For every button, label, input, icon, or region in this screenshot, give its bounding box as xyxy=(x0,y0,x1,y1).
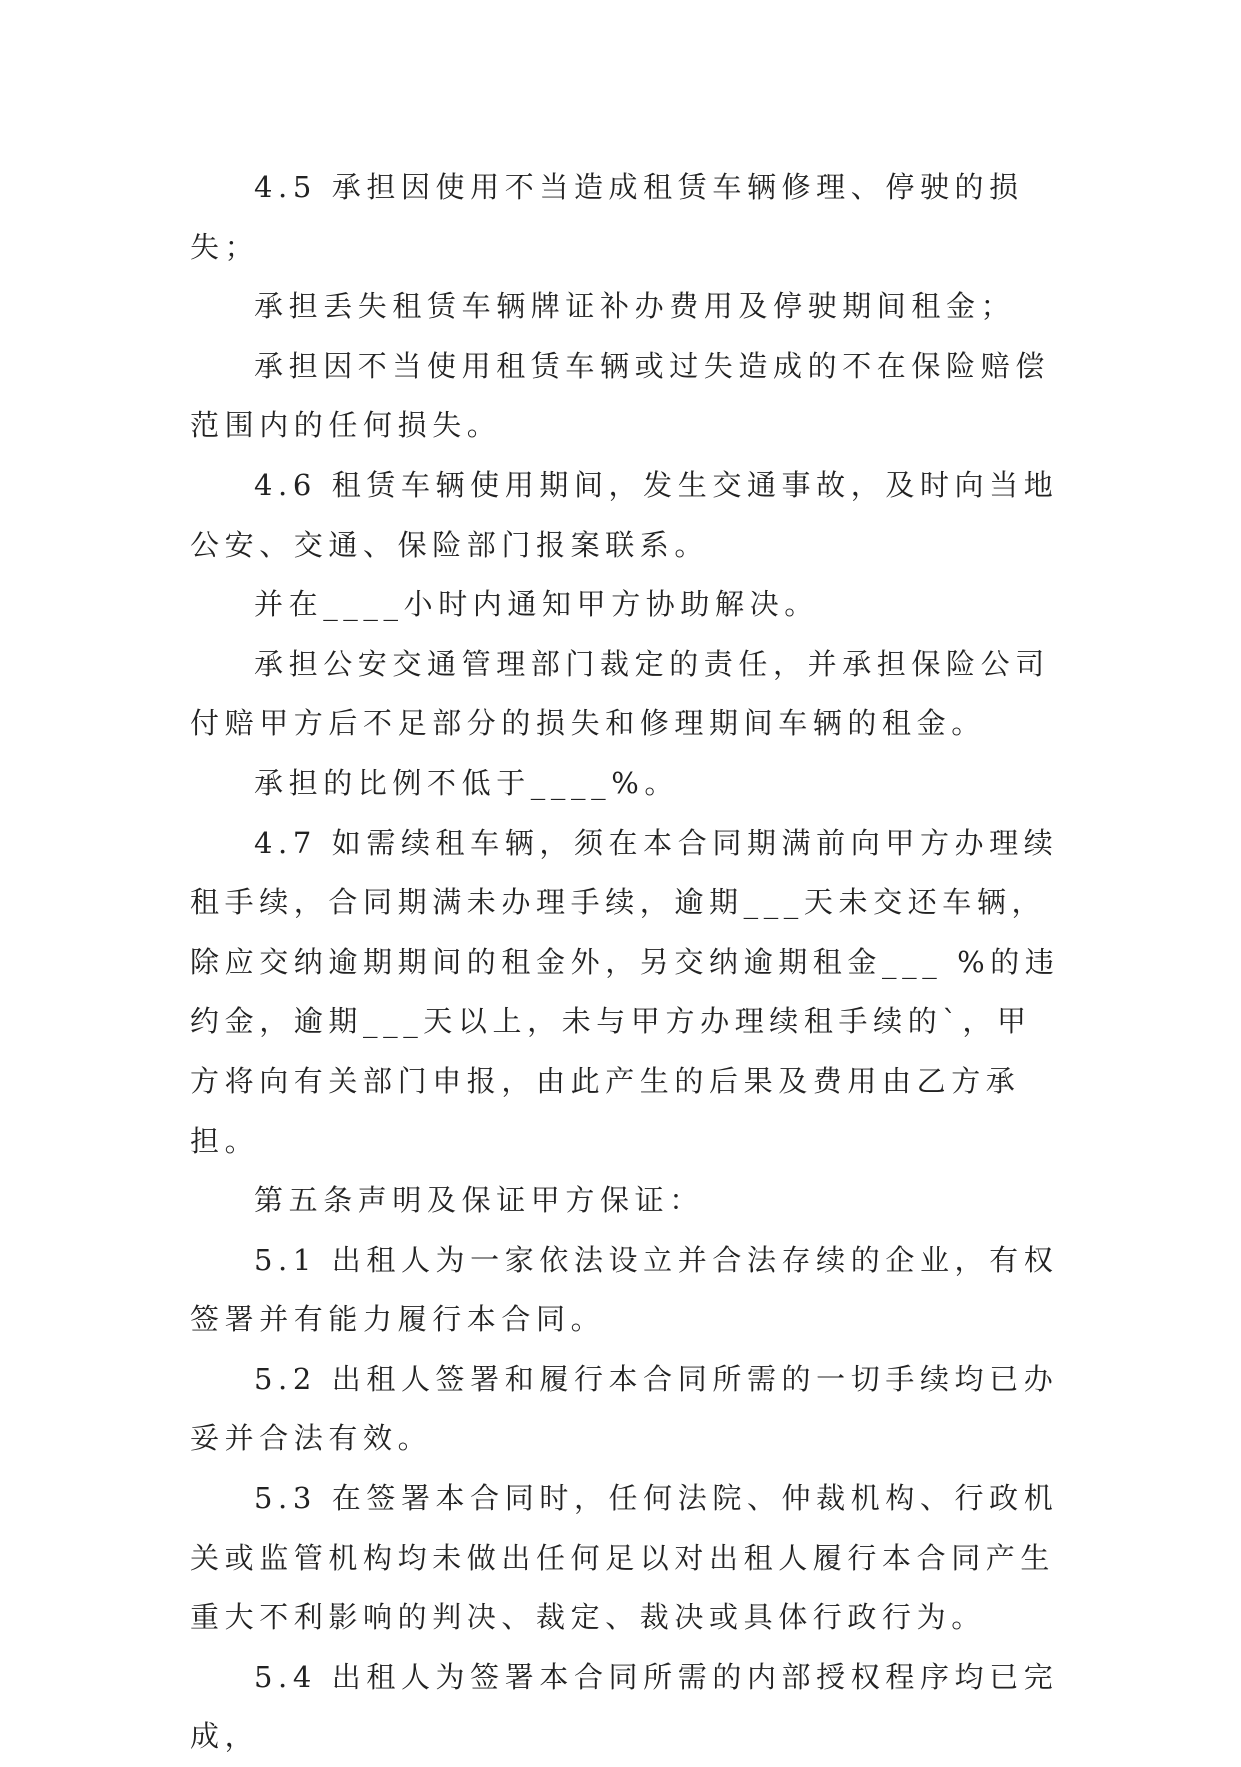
paragraph-4-7: 4.7 如需续租车辆，须在本合同期满前向甲方办理续租手续，合同期满未办理手续，逾期___天未交还车辆，除应交纳逾期期间的租金外，另交纳逾期租金___ %的违约金，逾期___天以上，未与甲方办理续租手续的`，甲方将向有关部门申报，由此产生的后果及费用由乙方承担。 xyxy=(190,825,1060,1158)
paragraph-plate-loss: 承担丢失租赁车辆牌证补办费用及停驶期间租金； xyxy=(254,289,1016,324)
paragraph-article-5: 第五条声明及保证甲方保证： xyxy=(254,1183,704,1218)
paragraph-5-4: 5.4 出租人为签署本合同所需的内部授权程序均已完成， xyxy=(190,1659,1059,1754)
paragraph-ratio: 承担的比例不低于____%。 xyxy=(254,765,679,800)
paragraph-liability: 承担公安交通管理部门裁定的责任，并承担保险公司付赔甲方后不足部分的损失和修理期间车辆的租金。 xyxy=(190,646,1050,741)
paragraph-5-3: 5.3 在签署本合同时，任何法院、仲裁机构、行政机关或监管机构均未做出任何足以对出租人履行本合同产生重大不利影响的判决、裁定、裁决或具体行政行为。 xyxy=(190,1481,1059,1635)
paragraph-4-5: 4.5 承担因使用不当造成租赁车辆修理、停驶的损失； xyxy=(190,170,1024,264)
paragraph-notify-hours: 并在____小时内通知甲方协助解决。 xyxy=(254,587,819,622)
paragraph-4-6: 4.6 租赁车辆使用期间，发生交通事故，及时向当地公安、交通、保险部门报案联系。 xyxy=(190,467,1059,562)
paragraph-improper-use: 承担因不当使用租赁车辆或过失造成的不在保险赔偿范围内的任何损失。 xyxy=(190,348,1050,443)
paragraph-5-1: 5.1 出租人为一家依法设立并合法存续的企业，有权签署并有能力履行本合同。 xyxy=(190,1242,1059,1337)
paragraph-5-2: 5.2 出租人签署和履行本合同所需的一切手续均已办妥并合法有效。 xyxy=(190,1361,1059,1456)
document-body xyxy=(190,158,1060,1767)
